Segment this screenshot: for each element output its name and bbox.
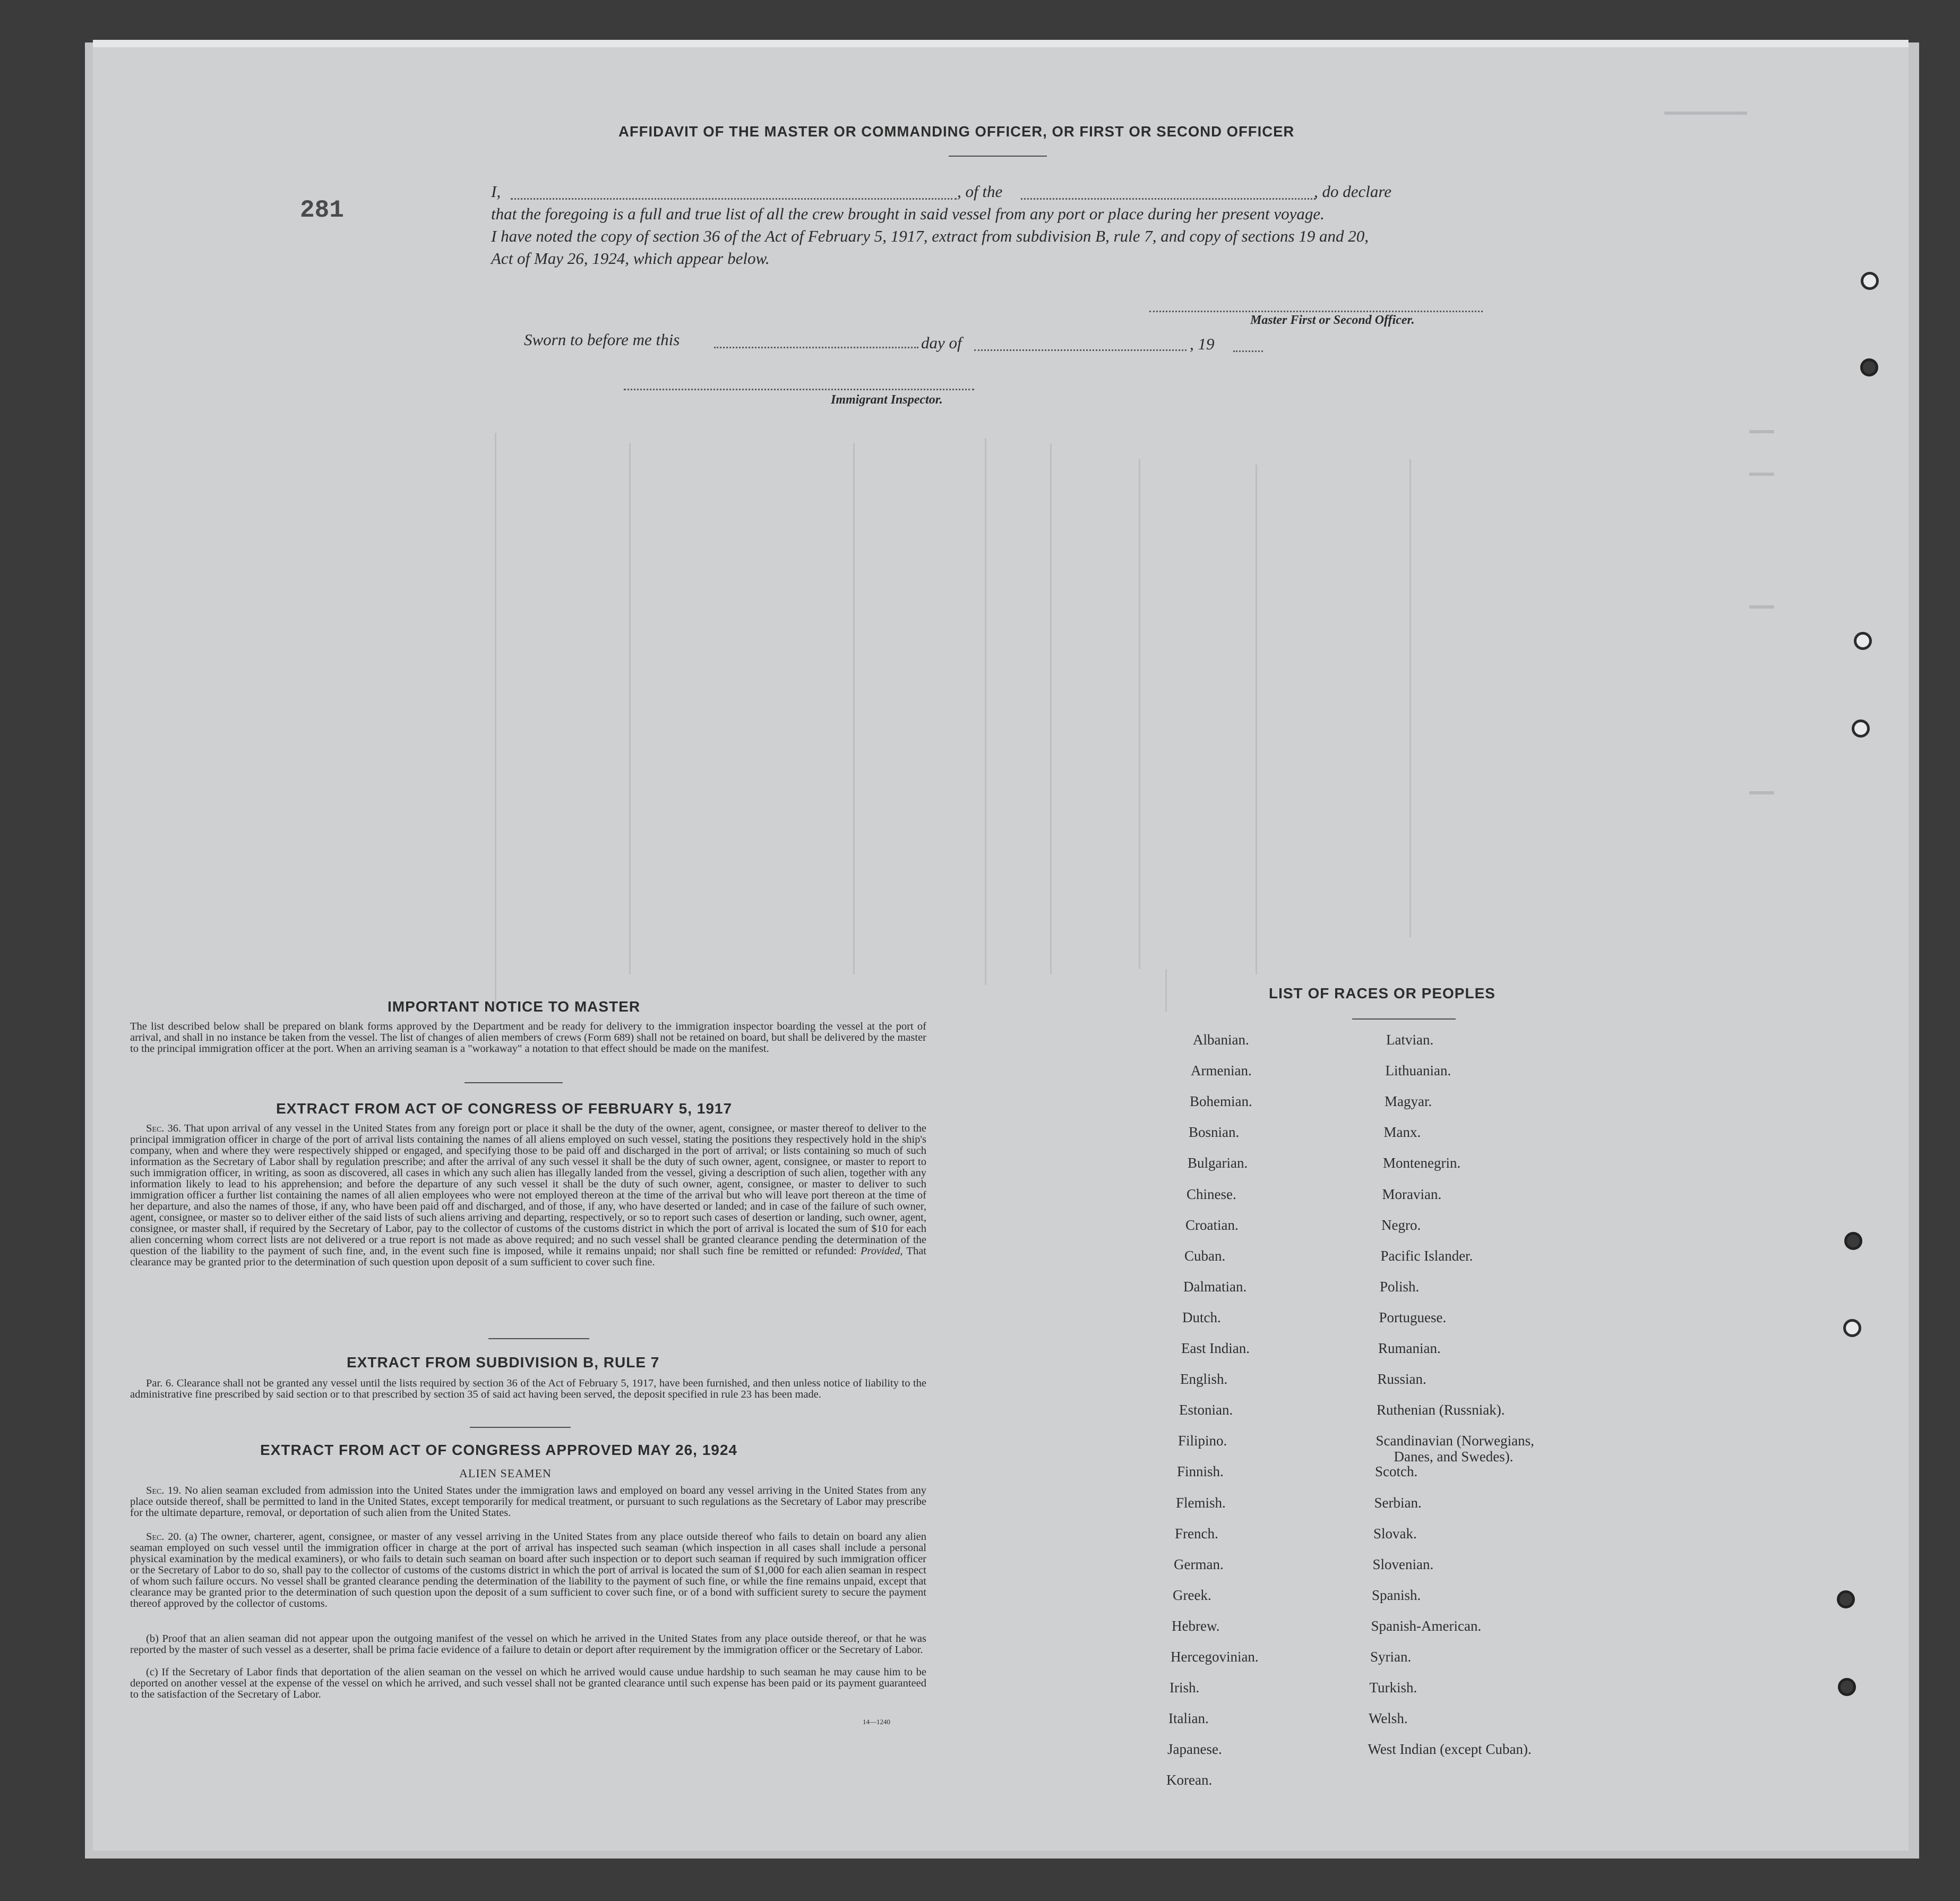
year-prefix: , 19 [1190, 335, 1215, 353]
sec36-body: That upon arrival of any vessel in the United States from any foreign port or place it shall be the duty of the owner, agent, consignee, or master thereof to deliver to the principal immigration officer in charge of the port of arrival lists containing the names of all aliens employed on such vessel, stating the positions they respectively hold in the ship's company, when and where they were respectively shipped or engaged, and specifying those to be paid off and discharged in the port of arrival; or lists containing so much of such information as the Secretary of Labor shall by regulation prescribe; and after the arrival of any such vessel it shall be the duty of such owner, agent, consignee, or master to report to such immigration officer, in writing, as soon as discovered, all cases in which any such alien has illegally landed from the vessel, giving a description of such alien, together with any information likely to lead to his apprehension; and before the departure of any such vessel it shall be the duty of such owner, agent, consignee, or master to deliver to such immigration officer a further list containing the names of all alien employees who were not employed thereon at the time of the arrival but who will leave port thereon at the time of her departure, and also the names of those, if any, who have been paid off and discharged, and of those, if any, who have deserted or landed; and in case of the failure of such owner, agent, consignee, or master so to deliver either of the said lists of such aliens arriving and departing, respectively, or so to report such cases of desertion or landing, such owner, agent, consignee, or master shall, if required by the Secretary of Labor, pay to the collector of customs of the customs district in which the port of arrival is located the sum of $10 for each alien concerning whom correct lists are not delivered or a true report is not made as above required; and no such vessel shall be granted clearance pending the determination of the question of the liability to the payment of such fine, and, in the event such fine is imposed, while it remains unpaid; nor shall such fine be remitted or refunded: [130, 1123, 927, 1257]
race-item: Bosnian. [1189, 1124, 1240, 1141]
race-item: Chinese. [1187, 1186, 1236, 1202]
race-item: Flemish. [1176, 1494, 1226, 1511]
bleed-through-mark: ▬▬▬▬▬▬▬▬▬▬ [1664, 104, 1748, 119]
alien-seamen-subheading: ALIEN SEAMEN [459, 1467, 552, 1480]
punch-hole [1843, 1319, 1861, 1337]
race-item: English. [1180, 1371, 1228, 1388]
race-item: Rumanian. [1378, 1340, 1441, 1356]
sec36-label: Sec. 36. [146, 1123, 182, 1134]
sworn-month-blank [974, 349, 1187, 351]
bleed-through-line [985, 438, 986, 985]
sec20a-body: (a) The owner, charterer, agent, consignee, or master of any vessel arriving in the United States from any place outside thereof who fails to detain on board any alien seaman employed on such vessel until the immigration officer in charge at the port of arrival has inspected such seaman (which inspection in all cases shall include a personal physical examination by the medical examiners), or who fails to detain such seaman on board after such inspection or to deport such seaman if required by such immigration officer or the Secretary of Labor to do so, shall pay to the collector of customs of the customs district in which the port of arrival is located the sum of $1,000 for each alien seaman in respect of whom such failure occurs. No vessel shall be granted clearance pending the determination of the liability to the payment of such fine, or while the fine remains unpaid, except that clearance may be granted prior to the determination of such question upon the deposit of a sum sufficient to cover such fine, or of a bond with sufficient surety to secure the payment thereof approved by the collector of customs. [130, 1531, 926, 1609]
race-item: Bulgarian. [1188, 1155, 1248, 1171]
sec36-end: That clearance may be granted prior to the determination of such question upon deposit of a sum sufficient to cover such fine. [130, 1245, 926, 1268]
name-blank [511, 198, 957, 200]
vessel-blank [1021, 198, 1316, 200]
bleed-through-mark: ▬▬▬ [1749, 597, 1774, 613]
sec20-label: Sec. 20. [146, 1531, 182, 1543]
race-item: Welsh. [1369, 1710, 1408, 1727]
bleed-through-line [1139, 459, 1140, 969]
sworn-day-blank [714, 347, 918, 348]
race-item: East Indian. [1181, 1340, 1250, 1356]
affidavit-title: AFFIDAVIT OF THE MASTER OR COMMANDING OFFICER, OR FIRST OR SECOND OFFICER [618, 123, 1295, 140]
race-item: Moravian. [1382, 1186, 1442, 1202]
sec19-text [130, 1485, 926, 1519]
master-signature-label: Master First or Second Officer. [1250, 313, 1415, 327]
race-item: Danes, and Swedes). [1394, 1449, 1514, 1465]
affidavit-statement: I have noted the copy of section 36 of the Act of February 5, 1917, extract from subdivision B, rule 7, and copy of sections 19 and 20, [491, 227, 1369, 245]
bleed-through-mark: ▬▬▬ [1749, 465, 1774, 481]
race-item: Dutch. [1182, 1309, 1221, 1325]
race-item: Irish. [1170, 1680, 1200, 1696]
document-page [93, 40, 1909, 1851]
race-item: Korean. [1166, 1772, 1213, 1788]
bleed-through-line [1409, 459, 1411, 937]
race-item: Magyar. [1385, 1093, 1432, 1110]
page-number: 281 [300, 196, 344, 224]
race-item: Greek. [1173, 1587, 1211, 1603]
rule7-text: Par. 6. Clearance shall not be granted any vessel until the lists required by section 36 of the Act of February 5, 1917, have been furnished, and then unless notice of liability to the administrative fine prescribed by said section or to that prescribed by section 35 of said act having been served, the deposit specified in rule 23 has been made. [130, 1377, 926, 1400]
affidavit-i: I, [491, 182, 501, 201]
sec20b-text: (b) Proof that an alien seaman did not appear upon the outgoing manifest of the vessel on which he arrived in the United States from any place outside thereof, or that he was reported by the master of such vessel as a deserter, shall be prima facie evidence of a failure to detain or deport after requirement by the immigration officer or the Secretary of Labor. [130, 1633, 926, 1656]
sec19-label: Sec. 19. [146, 1485, 182, 1496]
punch-hole [1861, 272, 1879, 290]
sworn-before-text: Sworn to before me this [524, 330, 680, 349]
race-item: Polish. [1380, 1278, 1420, 1295]
race-item: Spanish. [1372, 1587, 1421, 1603]
race-item: Dalmatian. [1183, 1278, 1247, 1295]
race-item: French. [1175, 1525, 1218, 1542]
extract-1924-heading: EXTRACT FROM ACT OF CONGRESS APPROVED MAY 26, 1924 [260, 1442, 737, 1458]
bleed-through-line [1256, 465, 1257, 974]
race-item: Hercegovinian. [1171, 1649, 1259, 1665]
affidavit-statement: that the foregoing is a full and true list of all the crew brought in said vessel from any port or place during her present voyage. [491, 204, 1325, 223]
divider [465, 1082, 563, 1083]
bleed-through-mark: ▬▬▬ [1749, 783, 1774, 799]
notice-heading: IMPORTANT NOTICE TO MASTER [388, 998, 641, 1015]
bleed-through-line [853, 443, 855, 974]
divider [470, 1427, 571, 1428]
race-item: Cuban. [1184, 1247, 1226, 1264]
bleed-through-line [629, 443, 631, 974]
race-item: Negro. [1381, 1217, 1421, 1233]
form-number: 14—1240 [863, 1718, 890, 1726]
divider [1352, 1018, 1456, 1020]
master-signature-line [1149, 311, 1483, 312]
race-item: Ruthenian (Russniak). [1377, 1402, 1505, 1418]
race-item: Albanian. [1193, 1032, 1249, 1048]
day-of-text: day of [921, 333, 962, 352]
punch-hole [1854, 632, 1872, 650]
race-item: Hebrew. [1172, 1617, 1220, 1634]
race-item: Pacific Islander. [1380, 1247, 1473, 1264]
race-item: Spanish-American. [1371, 1617, 1482, 1634]
race-item: Croatian. [1185, 1217, 1239, 1233]
bleed-through-line [1165, 969, 1167, 1012]
affidavit-do-declare: , do declare [1314, 182, 1392, 201]
notice-text: The list described below shall be prepared on blank forms approved by the Department and be ready for delivery to the immigration inspector boarding the vessel at the port of arrival, and shall in no instance be taken from the vessel. The list of changes of alien members of crews (Form 689) shall not be retained on board, but shall be delivered by the master to the principal immigration officer at the port. When an arriving seaman is a "workaway" a notation to that effect should be made on the manifest. [130, 1021, 926, 1055]
race-item: Lithuanian. [1385, 1063, 1451, 1079]
race-item: Portuguese. [1379, 1309, 1447, 1325]
race-item: Armenian. [1191, 1063, 1252, 1079]
race-item: Bohemian. [1190, 1093, 1252, 1110]
rule7-heading: EXTRACT FROM SUBDIVISION B, RULE 7 [347, 1354, 660, 1371]
race-item: Japanese. [1167, 1741, 1222, 1758]
sec20c-text: (c) If the Secretary of Labor finds that deportation of the alien seaman on the vessel on which he arrived would cause undue hardship to such seaman he may cause him to be deported on another vessel at the expense of the vessel on which he arrived, and such vessel shall not be granted clearance until such expense has been paid or its payment guaranteed to the satisfaction of the Secretary of Labor. [130, 1666, 926, 1700]
punch-hole [1860, 358, 1878, 376]
inspector-label: Immigrant Inspector. [831, 393, 943, 407]
year-blank [1233, 350, 1263, 352]
race-item: Italian. [1168, 1710, 1209, 1727]
divider [949, 156, 1047, 157]
punch-hole [1844, 1232, 1862, 1250]
race-item: Estonian. [1179, 1402, 1233, 1418]
bleed-through-line [495, 433, 496, 1006]
bleed-through-line [1050, 443, 1052, 974]
race-item: West Indian (except Cuban). [1368, 1741, 1532, 1758]
race-item: Russian. [1377, 1371, 1426, 1388]
race-item: Slovak. [1373, 1525, 1417, 1542]
divider [488, 1338, 589, 1339]
races-heading: LIST OF RACES OR PEOPLES [1269, 985, 1495, 1001]
race-item: Montenegrin. [1383, 1155, 1461, 1171]
affidavit-statement: Act of May 26, 1924, which appear below. [491, 249, 770, 268]
extract-1917-text [130, 1123, 926, 1268]
race-item: Latvian. [1386, 1032, 1434, 1048]
race-item: Scotch. [1375, 1463, 1418, 1480]
race-item: Manx. [1383, 1124, 1421, 1141]
race-item: Filipino. [1178, 1433, 1227, 1449]
sec19-body: No alien seaman excluded from admission into the United States under the immigration laws and employed on board any vessel arriving in the United States from any place outside thereof, shall be permitted to land in the United States, except temporarily for medical treatment, or pursuant to such regulations as the Secretary of Labor may prescribe for the ultimate departure, removal, or deportation of such alien from the United States. [130, 1485, 927, 1519]
race-item: Serbian. [1374, 1494, 1422, 1511]
sec20a-text [130, 1531, 926, 1609]
race-item: Turkish. [1369, 1680, 1417, 1696]
punch-hole [1837, 1590, 1855, 1608]
affidavit-of-the: , of the [957, 182, 1003, 201]
race-item: German. [1174, 1556, 1224, 1572]
punch-hole [1838, 1678, 1856, 1696]
race-item: Scandinavian (Norwegians, [1376, 1433, 1534, 1449]
bleed-through-mark: ▬▬▬ [1749, 422, 1774, 438]
race-item: Finnish. [1177, 1463, 1224, 1480]
proviso-label: Provided, [861, 1245, 903, 1257]
extract-1917-heading: EXTRACT FROM ACT OF CONGRESS OF FEBRUARY 5, 1917 [276, 1100, 733, 1117]
race-item: Syrian. [1370, 1649, 1412, 1665]
race-item: Slovenian. [1372, 1556, 1434, 1572]
punch-hole [1852, 720, 1870, 738]
inspector-signature-line [624, 389, 974, 390]
